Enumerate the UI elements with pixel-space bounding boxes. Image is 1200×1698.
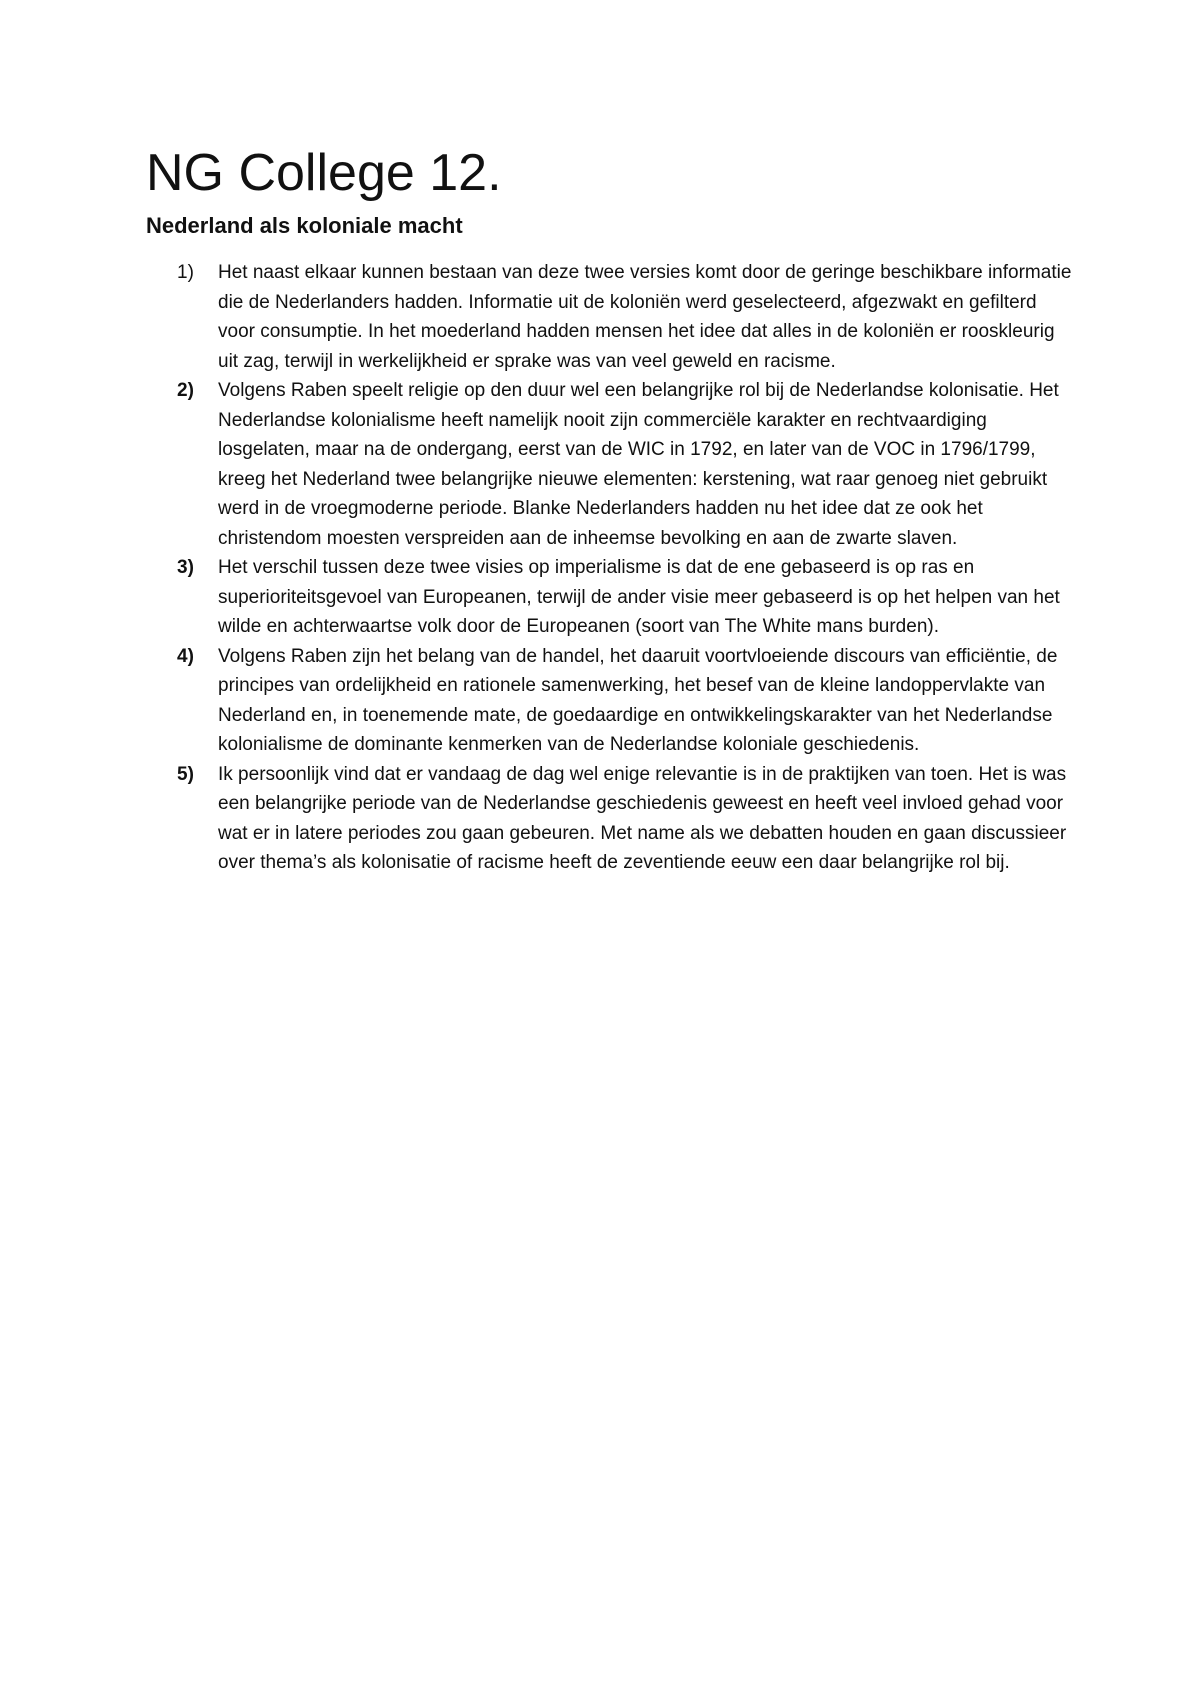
answer-text: Volgens Raben speelt religie op den duur wel een belangrijke rol bij de Nederlandse kolonisatie. Het Nederlandse kolonialisme heeft namelijk nooit zijn commerciële karakter en rechtvaardiging losgelaten, maar na de ondergang, eerst van de WIC in 1792, en later van de VOC in 1796/1799, kreeg het Nederland twee belangrijke nieuwe elementen: kerstening, wat raar genoeg niet gebruikt werd in de vroegmoderne periode. Blanke Nederlanders hadden nu het idee dat ze ook het christendom moesten verspreiden aan de inheemse bevolking en aan de zwarte slaven. xyxy=(218,380,1059,549)
answer-item-3 xyxy=(146,553,1076,642)
document-subtitle: Nederland als koloniale macht xyxy=(146,213,463,238)
answer-item-2 xyxy=(146,376,1076,553)
answer-text: Volgens Raben zijn het belang van de handel, het daaruit voortvloeiende discours van efficiëntie, de principes van ordelijkheid en rationele samenwerking, het besef van de kleine landoppervlakte van Nederland en, in toenemende mate, de goedaardige en ontwikkelingskarakter van het Nederlandse kolonialisme de dominante kenmerken van de Nederlandse koloniale geschiedenis. xyxy=(218,645,1058,755)
answer-list xyxy=(146,258,1076,878)
answer-number: 4) xyxy=(177,645,194,667)
answer-number: 3) xyxy=(177,557,194,578)
answer-item-5 xyxy=(146,760,1076,878)
answer-item-4 xyxy=(146,642,1076,760)
answer-number: 5) xyxy=(177,763,194,785)
document-content xyxy=(146,140,1076,878)
answer-number: 2) xyxy=(177,380,194,401)
document-title: NG College 12. xyxy=(146,144,502,202)
answer-text: Het verschil tussen deze twee visies op imperialisme is dat de ene gebaseerd is op ras en superioriteitsgevoel van Europeanen, terwijl de ander visie meer gebaseerd is op het helpen van het wilde en achterwaartse volk door de Europeanen (soort van The White mans burden). xyxy=(218,557,1060,637)
answer-text: Het naast elkaar kunnen bestaan van deze twee versies komt door de geringe beschikbare informatie die de Nederlanders hadden. Informatie uit de koloniën werd geselecteerd, afgezwakt en gefilterd voor consumptie. In het moederland hadden mensen het idee dat alles in de koloniën er rooskleurig uit zag, terwijl in werkelijkheid er sprake was van veel geweld en racisme. xyxy=(218,262,1072,372)
answer-text: Ik persoonlijk vind dat er vandaag de dag wel enige relevantie is in de praktijken van toen. Het is was een belangrijke periode van de Nederlandse geschiedenis geweest en heeft veel invloed gehad voor wat er in latere periodes zou gaan gebeuren. Met name als we debatten houden en gaan discussieer over thema’s als kolonisatie of racisme heeft de zeventiende eeuw een daar belangrijke rol bij. xyxy=(218,763,1067,873)
answer-number: 1) xyxy=(177,262,194,283)
answer-item-1 xyxy=(146,258,1076,376)
